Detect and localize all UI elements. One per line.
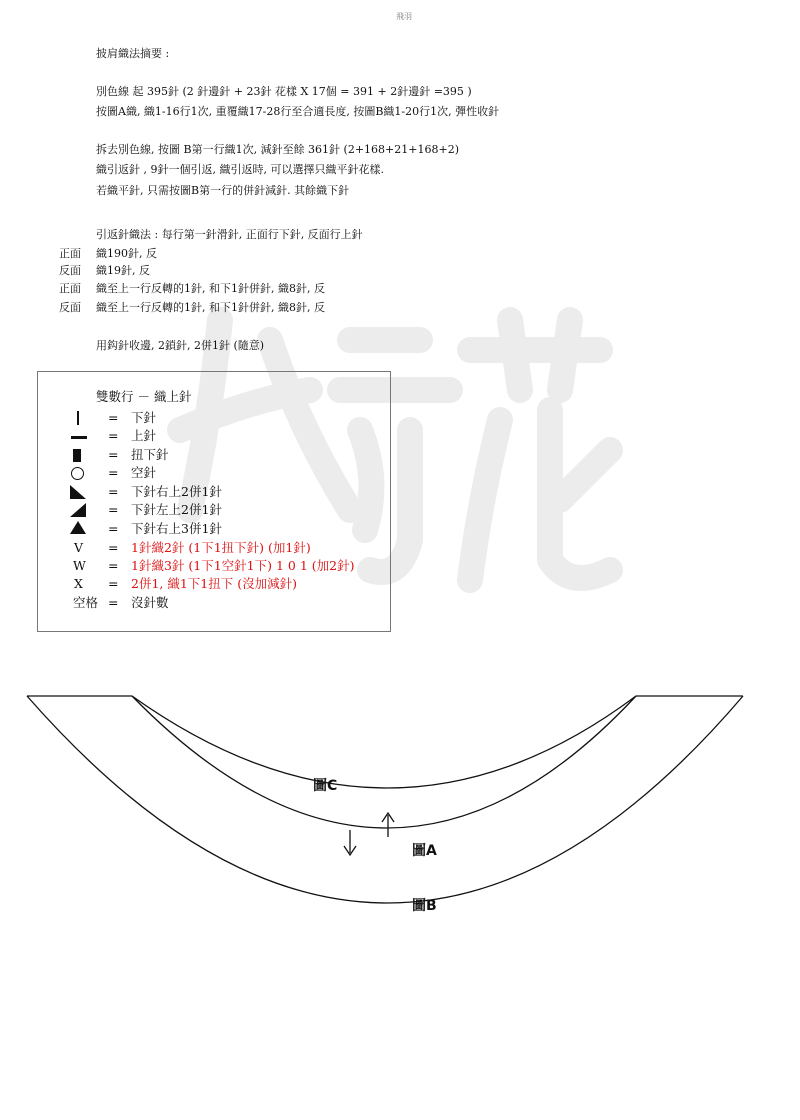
legend-text-twisted: 扭下針 <box>131 447 169 462</box>
legend-equals: = <box>108 465 119 480</box>
legend-equals: = <box>108 576 119 591</box>
purl-dash-icon <box>71 436 87 439</box>
short-row-text-1: 織190針, 反 <box>96 247 157 260</box>
legend-equals: = <box>108 540 119 555</box>
legend-text-inc-2: 1針織3針 (1下1空針1下) 1 0 1 (加2針) <box>131 558 355 573</box>
summary-title: 披肩織法摘要 : <box>96 47 170 60</box>
legend-text-inc-1: 1針織2針 (1下1扭下針) (加1針) <box>131 540 311 555</box>
diagram-label-a: 圖A <box>412 843 437 859</box>
diagram-outer-curve-b <box>27 696 743 903</box>
twisted-knit-block-icon <box>73 449 81 462</box>
short-row-text-2: 織19針, 反 <box>96 264 150 277</box>
short-row-side-2: 反面 <box>59 264 81 277</box>
short-row-text-4: 織至上一行反轉的1針, 和下1針併針, 織8針, 反 <box>96 301 325 314</box>
space-label: 空格 <box>73 595 99 610</box>
legend-text-purl: 上針 <box>131 428 157 443</box>
legend-text-yarn-over: 空針 <box>131 465 157 480</box>
legend-text-left-dec: 下針左上2併1針 <box>131 502 222 517</box>
x-letter-icon: X <box>74 576 83 591</box>
summary-line-stockinette: 若織平針, 只需按圖B第一行的併針減針. 其餘織下針 <box>96 184 350 197</box>
short-row-side-4: 反面 <box>59 301 81 314</box>
diagram-middle-curve-a <box>132 696 636 828</box>
left-decrease-icon <box>70 503 86 517</box>
summary-line-short-rows: 織引返針 , 9針一個引返, 織引返時, 可以選擇只織平針花樣. <box>96 163 384 176</box>
legend-equals: = <box>108 521 119 536</box>
legend-text-knit: 下針 <box>131 410 157 425</box>
legend-equals: = <box>108 428 119 443</box>
legend-equals: = <box>108 447 119 462</box>
page-header: 飛羽 <box>396 12 412 21</box>
yarn-over-circle-icon <box>71 467 84 480</box>
diagram-inner-curve-c <box>132 696 636 788</box>
short-row-side-3: 正面 <box>59 282 81 295</box>
legend-title: 雙數行 － 織上針 <box>96 389 192 404</box>
triangle-decrease-icon <box>70 521 86 534</box>
w-letter-icon: W <box>73 558 86 573</box>
short-row-text-3: 織至上一行反轉的1針, 和下1針併針, 織8針, 反 <box>96 282 325 295</box>
legend-text-no-change: 2併1, 織1下1扭下 (沒加減針) <box>131 576 297 591</box>
v-letter-icon: V <box>74 540 84 555</box>
diagram-label-b: 圖B <box>412 898 437 914</box>
legend-equals: = <box>108 484 119 499</box>
legend-equals: = <box>108 502 119 517</box>
knit-bar-icon <box>77 411 79 425</box>
short-row-side-1: 正面 <box>59 247 81 260</box>
finish-edge-text: 用鈎針收邊, 2鎖針, 2併1針 (隨意) <box>96 339 265 352</box>
legend-equals: = <box>108 410 119 425</box>
short-rows-intro: 引返針織法 : 每行第一針滑針, 正面行下針, 反面行上針 <box>96 228 363 241</box>
shawl-schematic-diagram <box>0 680 800 940</box>
summary-line-chart-b: 拆去別色線, 按圖 B第一行織1次, 減針至餘 361針 (2+168+21+168+2) <box>96 143 459 156</box>
summary-line-chart-a: 按圖A織, 織1-16行1次, 重覆織17-28行至合適長度, 按圖B織1-20行1次, 彈性收針 <box>96 105 500 118</box>
right-decrease-icon <box>70 485 86 499</box>
legend-equals: = <box>108 595 119 610</box>
legend-text-triple-dec: 下針右上3併1針 <box>131 521 222 536</box>
legend-equals: = <box>108 558 119 573</box>
legend-text-right-dec: 下針右上2併1針 <box>131 484 222 499</box>
diagram-label-c: 圖C <box>313 778 338 794</box>
summary-line-cast-on: 別色線 起 395針 (2 針邊針 + 23針 花樣 X 17個 = 391 + 2針邊針 =395 ) <box>96 85 472 98</box>
legend-text-no-stitch: 沒針數 <box>131 595 169 610</box>
